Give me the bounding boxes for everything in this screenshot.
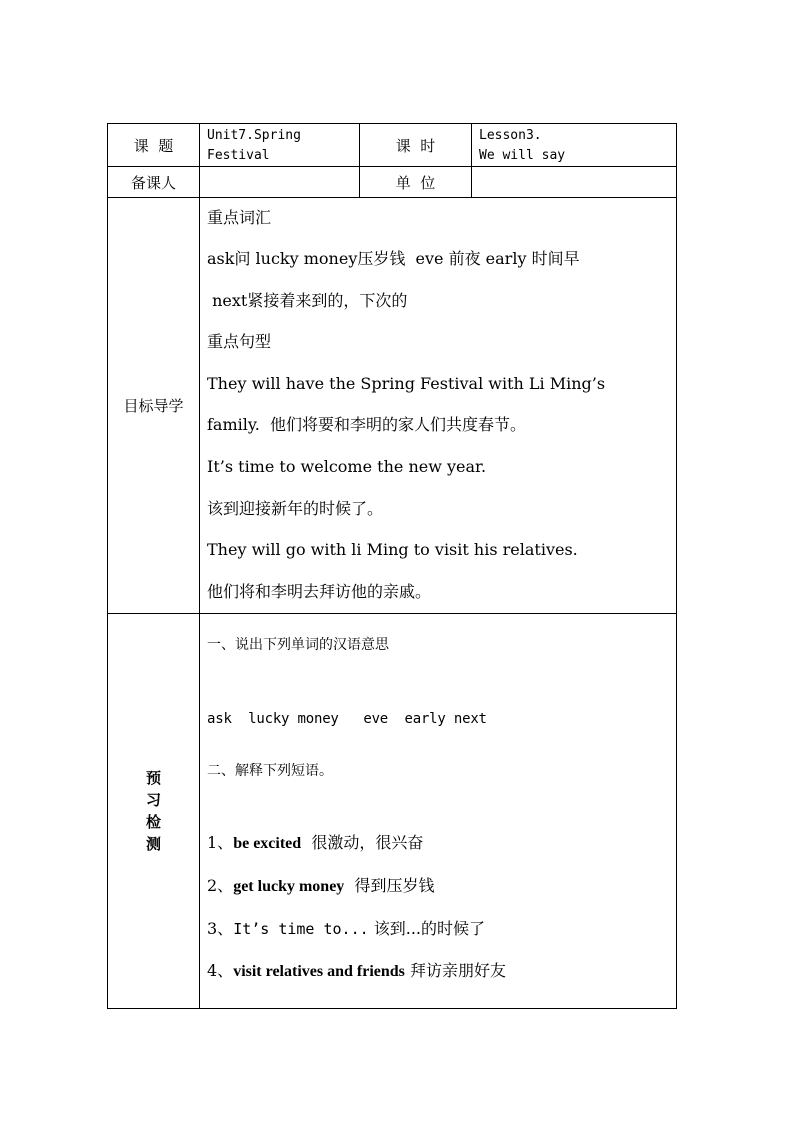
preview-label-char-1: 习 [145,791,161,809]
topic-label: 课 题 [108,124,200,167]
topic-value [200,124,360,167]
period-label: 课 时 [360,124,472,167]
preview-item-4 [207,960,676,983]
preview-heading-2: 二、解释下列短语。 [207,763,333,779]
goals-line-5: family. 他们将要和李明的家人们共度春节。 [207,415,527,435]
preview-words: ask lucky money eve early next [207,711,487,727]
goals-line-0: 重点词汇 [207,208,272,227]
goals-row [108,198,677,614]
period-value-line2: We will say [479,148,566,163]
item-3-en: It’s time to... [233,920,369,938]
goals-line-3: 重点句型 [207,332,272,352]
goals-line-1: ask问 lucky money压岁钱 eve 前夜 early 时间早 [207,249,580,268]
header-row-preparer [108,167,677,198]
preview-label-char-2: 检 [145,813,161,831]
preview-item-3 [207,918,676,940]
item-1-zh: 很激动，很兴奋 [301,833,424,852]
goals-line-6: It’s time to welcome the new year. [207,456,487,476]
preview-label [108,614,200,1009]
goals-line-9: 他们将和李明去拜访他的亲戚。 [207,581,432,601]
item-3-zh: 该到...的时候了 [368,919,486,938]
preparer-value [200,167,360,198]
preview-label-char-3: 测 [145,835,161,853]
item-1-en: be excited [233,835,302,852]
preparer-label: 备课人 [108,167,200,198]
item-2-num: 2、 [207,876,234,895]
item-2-en: get lucky money [233,878,345,895]
goals-line-8: They will go with li Ming to visit his relatives. [207,540,578,560]
item-4-en: visit relatives and friends [233,963,405,980]
preview-content [200,614,677,1009]
period-value-line1: Lesson3. [479,128,542,143]
header-row-topic [108,124,677,167]
item-3-num: 3、 [207,919,234,938]
goals-line-7: 该到迎接新年的时候了。 [207,498,384,518]
topic-value-line1: Unit7.Spring [207,128,301,143]
unit-label: 单 位 [360,167,472,198]
period-value [472,124,677,167]
item-2-zh: 得到压岁钱 [344,876,435,895]
topic-value-line2: Festival [207,148,270,163]
preview-item-2 [207,875,676,898]
item-4-zh: 拜访亲朋好友 [404,961,506,980]
preview-label-char-0: 预 [145,769,161,787]
lesson-plan-table [107,123,677,1009]
unit-value [472,167,677,198]
preview-heading-1: 一、说出下列单词的汉语意思 [207,637,389,653]
item-1-num: 1、 [207,833,234,852]
goals-label: 目标导学 [108,198,200,614]
goals-line-2: next紧接着来到的，下次的 [207,290,408,310]
preview-item-1 [207,832,676,855]
goals-content [200,198,677,614]
preview-row [108,614,677,1009]
goals-line-4: They will have the Spring Festival with Li Ming’s [207,373,606,393]
item-4-num: 4、 [207,961,234,980]
